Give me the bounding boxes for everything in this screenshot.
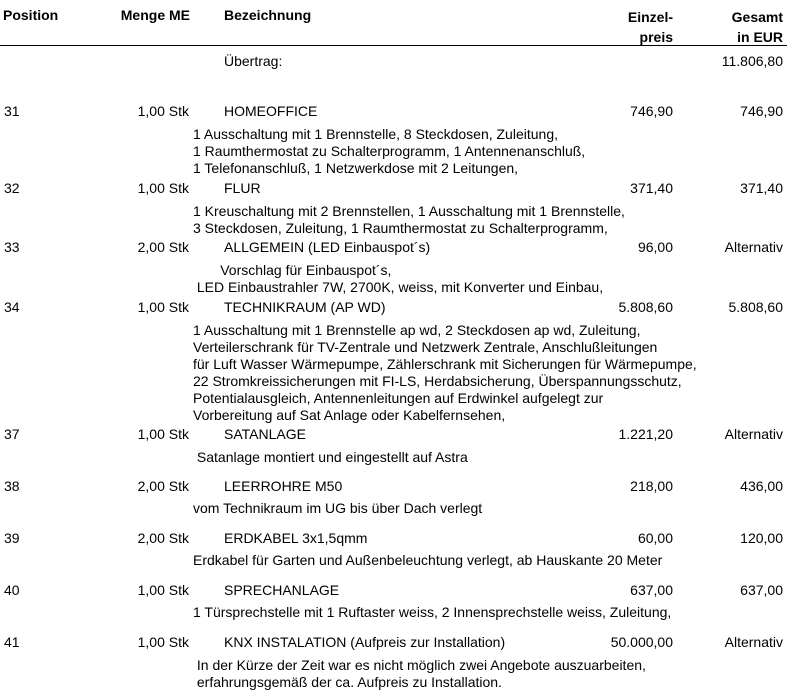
row-total: Alternativ [724, 634, 783, 650]
row-quantity: 2,00 Stk [137, 239, 189, 255]
row-description-line: 1 Kreuschaltung mit 2 Brennstellen, 1 Ausschaltung mit 1 Brennstelle, [193, 203, 625, 219]
row-title: KNX INSTALATION (Aufpreis zur Installation) [224, 634, 506, 650]
row-title: FLUR [224, 180, 261, 196]
row-total: 637,00 [740, 582, 783, 598]
row-total: 746,90 [740, 103, 783, 119]
row-description-line: Vorschlag für Einbauspot´s, [193, 262, 392, 278]
row-title: HOMEOFFICE [224, 103, 318, 119]
carry-over-value: 11.806,80 [721, 53, 783, 69]
row-quantity: 1,00 Stk [137, 634, 189, 650]
row-description-line: 1 Ausschaltung mit 1 Brennstelle, 8 Steckdosen, Zuleitung, [193, 126, 558, 142]
row-title: ALLGEMEIN (LED Einbauspot´s) [224, 239, 431, 255]
header-position: Position [3, 7, 59, 23]
row-quantity: 1,00 Stk [137, 426, 189, 442]
row-description-line: erfahrungsgemäß der ca. Aufpreis zu Installation. [193, 674, 502, 690]
row-unit-price: 637,00 [630, 582, 673, 598]
row-position: 32 [4, 180, 20, 196]
row-unit-price: 60,00 [637, 530, 673, 546]
row-description-line: Erdkabel für Garten und Außenbeleuchtung verlegt, ab Hauskante 20 Meter [193, 552, 663, 568]
row-total: Alternativ [724, 426, 783, 442]
header-divider [0, 45, 787, 46]
header-description: Bezeichnung [224, 7, 312, 23]
carry-over-label: Übertrag: [224, 53, 283, 69]
row-quantity: 1,00 Stk [137, 299, 189, 315]
row-description-line: für Luft Wasser Wärmepumpe, Zählerschrank mit Sicherungen für Wärmepumpe, [193, 356, 697, 372]
row-description-line: Vorbereitung auf Sat Anlage oder Kabelfernsehen, [193, 407, 506, 423]
row-title: SPRECHANLAGE [224, 582, 340, 598]
row-description-line: 1 Türsprechstelle mit 1 Ruftaster weiss, 2 Innensprechstelle weiss, Zuleitung, [193, 604, 672, 620]
row-unit-price: 96,00 [637, 239, 673, 255]
row-description-line: 1 Raumthermostat zu Schalterprogramm, 1 Antennenanschluß, [193, 143, 586, 159]
row-unit-price: 50.000,00 [610, 634, 673, 650]
row-title: LEERROHRE M50 [224, 478, 343, 494]
row-description-line: LED Einbaustrahler 7W, 2700K, weiss, mit Konverter und Einbau, [193, 279, 604, 295]
row-unit-price: 371,40 [630, 180, 673, 196]
row-description-line: 1 Ausschaltung mit 1 Brennstelle ap wd, 2 Steckdosen ap wd, Zuleitung, [193, 322, 641, 338]
row-total: 436,00 [740, 478, 783, 494]
row-position: 33 [4, 239, 20, 255]
header-quantity-unit: Menge ME [120, 7, 190, 23]
row-total: Alternativ [724, 239, 783, 255]
header-total-line1: Gesamt [731, 9, 783, 25]
row-title: SATANLAGE [224, 426, 306, 442]
row-unit-price: 5.808,60 [618, 299, 673, 315]
row-quantity: 1,00 Stk [137, 180, 189, 196]
row-description-line: 22 Stromkreissicherungen mit FI-LS, Herdabsicherung, Überspannungsschutz, [193, 373, 682, 389]
row-description-line: 1 Telefonanschluß, 1 Netzwerkdose mit 2 Leitungen, [193, 160, 519, 176]
row-total: 371,40 [740, 180, 783, 196]
row-position: 37 [4, 426, 20, 442]
row-description-line: Verteilerschrank für TV-Zentrale und Netzwerk Zentrale, Anschlußleitungen [193, 339, 658, 355]
row-position: 40 [4, 582, 20, 598]
row-title: ERDKABEL 3x1,5qmm [224, 530, 368, 546]
row-description-line: Satanlage montiert und eingestellt auf Astra [193, 449, 468, 465]
row-description-line: In der Kürze der Zeit war es nicht möglich zwei Angebote auszuarbeiten, [193, 657, 646, 673]
row-quantity: 2,00 Stk [137, 530, 189, 546]
row-unit-price: 1.221,20 [618, 426, 673, 442]
row-position: 34 [4, 299, 20, 315]
row-description-line: 3 Steckdosen, Zuleitung, 1 Raumthermostat zu Schalterprogramm, [193, 220, 608, 236]
row-unit-price: 218,00 [630, 478, 673, 494]
row-title: TECHNIKRAUM (AP WD) [224, 299, 386, 315]
row-position: 41 [4, 634, 20, 650]
row-description-line: Potentialausgleich, Antennenleitungen auf Erdwinkel aufgelegt zur [193, 390, 604, 406]
row-position: 39 [4, 530, 20, 546]
row-description-line: vom Technikraum im UG bis über Dach verlegt [193, 500, 483, 516]
row-position: 38 [4, 478, 20, 494]
row-position: 31 [4, 103, 20, 119]
row-unit-price: 746,90 [630, 103, 673, 119]
row-quantity: 2,00 Stk [137, 478, 189, 494]
row-quantity: 1,00 Stk [137, 582, 189, 598]
row-quantity: 1,00 Stk [137, 103, 189, 119]
header-unit-price-line2: preis [639, 29, 673, 45]
row-total: 5.808,60 [728, 299, 783, 315]
header-unit-price-line1: Einzel- [627, 9, 673, 25]
header-total-line2: in EUR [737, 29, 783, 45]
row-total: 120,00 [740, 530, 783, 546]
